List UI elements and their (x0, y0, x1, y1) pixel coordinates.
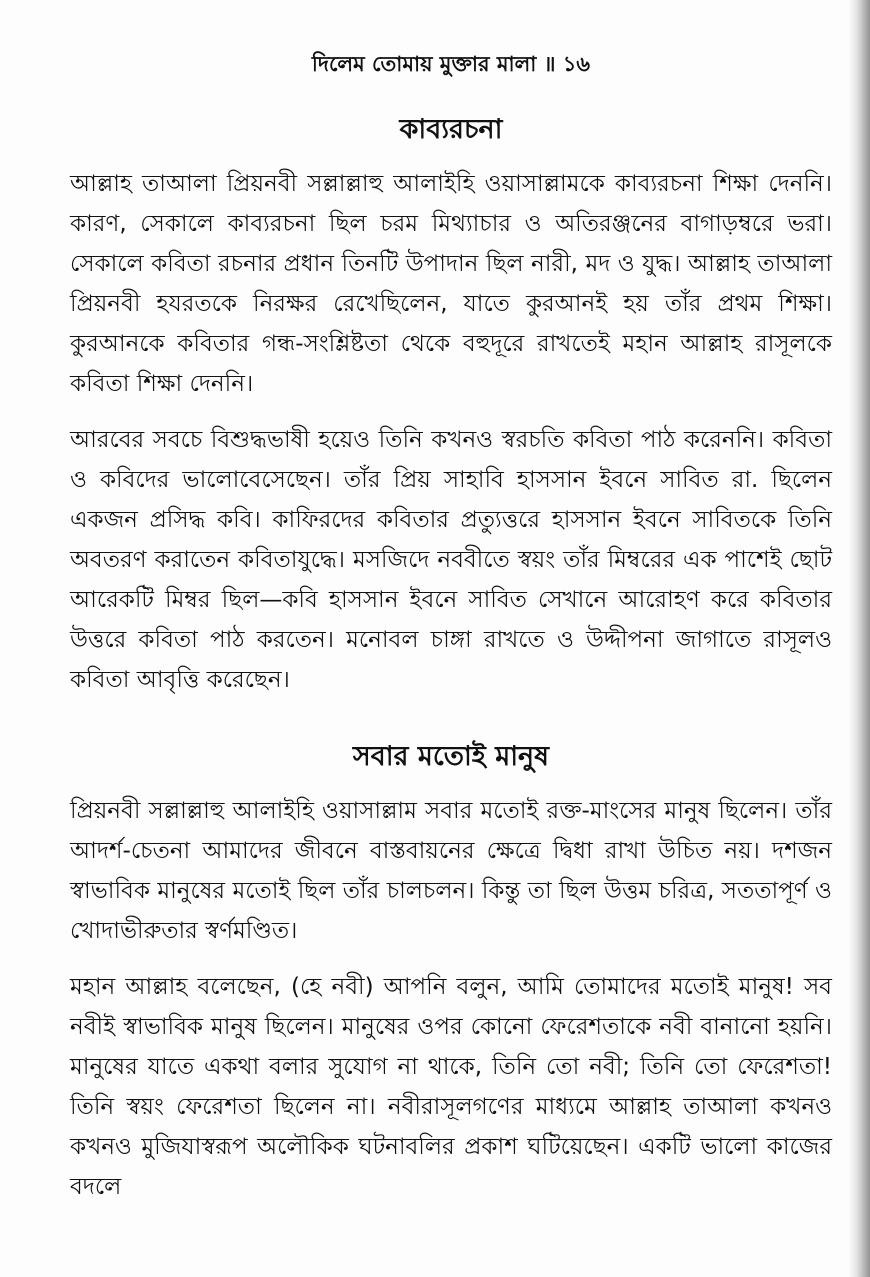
running-head: দিলেম তোমায় মুক্তার মালা ॥ ১৬ (311, 52, 591, 76)
page-content (70, 40, 832, 1223)
section-spacer (70, 716, 832, 736)
paragraph: মহান আল্লাহ বলেছেন, (হে নবী) আপনি বলুন, আমি তোমাদের মতোই মানুষ! সব নবীই স্বাভাবিক মানুষ ছিলেন। মানুষের ওপর কোনো ফেরেশতাকে নবী বানানো হয়নি। মানুষের যাতে একথা বলার সুযোগ না থাকে, তিনি তো নবী; তিনি তো ফেরেশতা! তিনি স্বয়ং ফেরেশতা ছিলেন না। নবীরাসূলগণের মাধ্যমে আল্লাহ তাআলা কখনও কখনও মুজিযাস্বরূপ অলৌকিক ঘটনাবলির প্রকাশ ঘটিয়েছেন। একটি ভালো কাজের বদলে (70, 974, 832, 1200)
section-title-poetry: কাব্যরচনা (399, 114, 503, 145)
paragraph: আরবের সবচে বিশুদ্ধভাষী হয়েও তিনি কখনও স্বরচতি কবিতা পাঠ করেননি। কবিতা ও কবিদের ভালোবেসেছেন। তাঁর প্রিয় সাহাবি হাসসান ইবনে সাবিত রা. ছিলেন একজন প্রসিদ্ধ কবি। কাফিরদের কবিতার প্রত্যুত্তরে হাসসান ইবনে সাবিতকে তিনি অবতরণ করাতেন কবিতাযুদ্ধে। মসজিদে নববীতে স্বয়ং তাঁর মিম্বরের এক পাশেই ছোট আরেকটি মিম্বর ছিল—কবি হাসসান ইবনে সাবিত সেখানে আরোহণ করে কবিতার উত্তরে কবিতা পাঠ করতেন। মনোবল চাঙ্গা রাখতে ও উদ্দীপনা জাগাতে রাসূলও কবিতা আবৃত্তি করেছেন। (70, 427, 832, 693)
paragraph: প্রিয়নবী সল্লাল্লাহু আলাইহি ওয়াসাল্লাম সবার মতোই রক্ত-মাংসের মানুষ ছিলেন। তাঁর আদর্শ-চেতনা আমাদের জীবনে বাস্তবায়নের ক্ষেত্রে দ্বিধা রাখা উচিত নয়। দশজন স্বাভাবিক মানুষের মতোই ছিল তাঁর চালচলন। কিন্তু তা ছিল উত্তম চরিত্র, সততাপূর্ণ ও খোদাভীরুতার স্বর্ণমণ্ডিত। (70, 798, 833, 944)
section-title-human: সবার মতোই মানুষ (352, 741, 550, 772)
page-edge-shadow (848, 0, 870, 1277)
paragraph: আল্লাহ তাআলা প্রিয়নবী সল্লাল্লাহু আলাইহি ওয়াসাল্লামকে কাব্যরচনা শিক্ষা দেননি। কারণ, সেকালে কাব্যরচনা ছিল চরম মিথ্যাচার ও অতিরঞ্জনের বাগাড়ম্বরে ভরা। সেকালে কবিতা রচনার প্রধান তিনটি উপাদান ছিল নারী, মদ ও যুদ্ধ। আল্লাহ তাআলা প্রিয়নবী হযরতকে নিরক্ষর রেখেছিলেন, যাতে কুরআনই হয় তাঁর প্রথম শিক্ষা। কুরআনকে কবিতার গন্ধ-সংশ্লিষ্টতা থেকে বহুদূরে রাখতেই মহান আল্লাহ রাসূলকে কবিতা শিক্ষা দেননি। (70, 171, 832, 397)
